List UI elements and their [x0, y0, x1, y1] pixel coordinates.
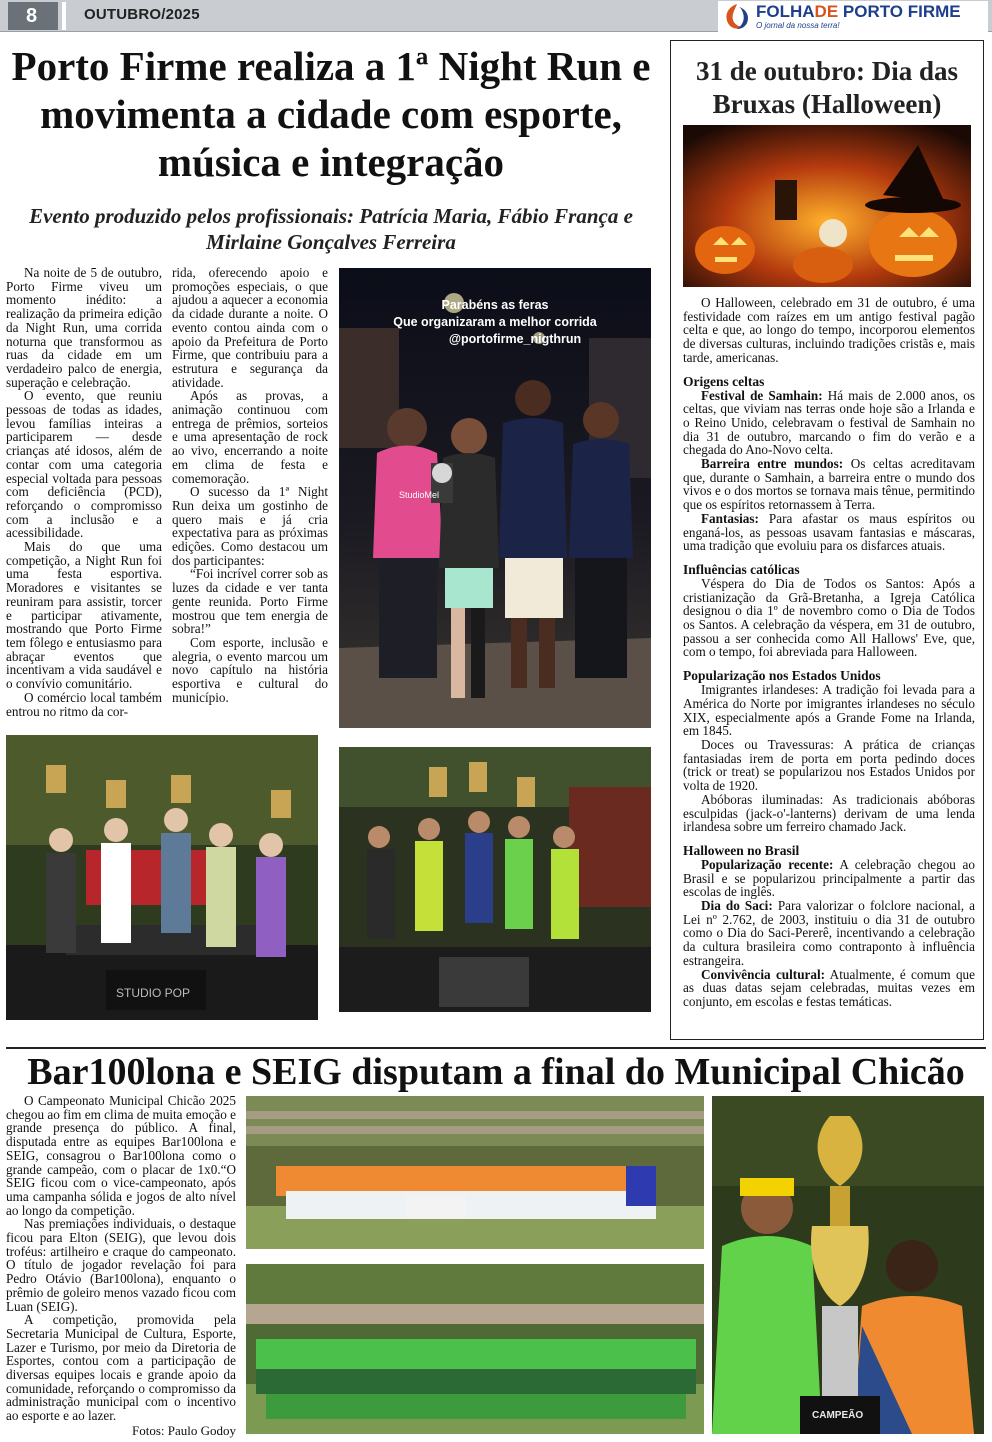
- lead-text: Barreira entre mundos:: [701, 456, 844, 472]
- paragraph: [683, 858, 975, 899]
- paragraph: [683, 968, 975, 1009]
- sidebar-intro: O Halloween, celebrado em 31 de outubro, é uma festividade com raízes em um antigo festival pagão celta e que, ao longo do tempo, incorporou elementos de diversas culturas, incluindo tradições cristãs e, mais tarde, americanas.: [683, 295, 975, 365]
- paragraph: Doces ou Travessuras: A prática de crianças fantasiadas irem de porta em porta pedindo doces (trick or treat) se popularizou nos Estados Unidos por volta de 1920.: [683, 736, 975, 794]
- body-text: Os celtas acreditavam que, durante o Samhain, a barreira entre o mundo dos vivos e o dos mortos se tornava mais tênue, permitindo que os espíritos retornassem à Terra.: [683, 456, 975, 513]
- main-headline: Porto Firme realiza a 1ª Night Run e movimenta a cidade com esporte, música e integração: [11, 43, 651, 185]
- logo-tagline: O jornal da nossa terra!: [756, 21, 840, 30]
- paragraph: [683, 512, 975, 553]
- paragraph: O evento, que reuniu pessoas de todas as idades, levou famílias inteiras a participarem — desde crianças até idosos, além de contar com uma categoria especial voltada para pessoas com deficiência (PCD), reforçando o compromisso com a inclusão e a acessibilidade.: [6, 388, 162, 541]
- article-column-2: [172, 266, 328, 705]
- logo-title-part2: DE: [814, 2, 839, 21]
- section-heading-origens: Origens celtas: [683, 373, 765, 389]
- paragraph: A competição, promovida pela Secretaria Municipal de Cultura, Esporte, Lazer e Turismo, por meio da Diretoria de Esportes, contou com a participação de diversas equipes locais e grande apoio da comunidade, reforçando o compromisso da administração municipal com o incentivo ao esporte e ao lazer.: [6, 1312, 236, 1424]
- logo-icon: [722, 3, 752, 31]
- body-text: Atualmente, é comum que as duas datas sejam celebradas, muitas vezes em conjunto, em escolas e festas temáticas.: [683, 966, 975, 1009]
- team-photo-seig: [246, 1264, 704, 1434]
- section-divider: [6, 1047, 986, 1049]
- trophy-photo: [712, 1096, 984, 1434]
- men-podium-photo: [339, 747, 651, 1012]
- body-text: Há mais de 2.000 anos, os celtas, que viviam nas terras onde hoje são a Irlanda e o Reino Unido, celebravam o festival de Samhain no dia 31 de outubro, marcando o fim do verão e a chegada do Ano-Novo celta.: [683, 387, 975, 458]
- lead-text: Popularização recente:: [701, 856, 834, 872]
- football-headline: Bar100lona e SEIG disputam a final do Municipal Chicão: [27, 1051, 965, 1093]
- body-text: A celebração chegou ao Brasil e se popularizou principalmente a partir das escolas de inglês.: [683, 856, 975, 900]
- article-column-1: [6, 266, 162, 718]
- newspaper-logo[interactable]: [718, 1, 988, 33]
- section-heading-brasil: Halloween no Brasil: [683, 842, 800, 858]
- photo-caption-handle: @portofirme_nigthrun: [448, 332, 582, 346]
- paragraph: Abóboras iluminadas: As tradicionais abóboras esculpidas (jack-o'-lanterns) derivam de uma lenda irlandesa sobre um ferreiro chamado Jack.: [683, 791, 975, 835]
- paragraph: O sucesso da 1ª Night Run deixa um gostinho de quero mais e já cria expectativa para as próximas edições. Como destacou um dos participantes:: [172, 484, 328, 568]
- paragraph: rida, oferecendo apoio e promoções especiais, o que ajudou a aquecer a economia da cidade durante a noite. O evento contou ainda com o apoio da Prefeitura de Porto Firme, que contribuiu para a estrutura e segurança da atividade.: [172, 265, 328, 390]
- paragraph: [683, 389, 975, 458]
- paragraph: O comércio local também entrou no ritmo da cor-: [6, 689, 162, 719]
- paragraph: Na noite de 5 de outubro, Porto Firme viveu um momento inédito: a realização da primeira edição da Night Run, uma corrida noturna que transformou as ruas da cidade em um verdadeiro palco de energia, superação e celebração.: [6, 265, 162, 390]
- paragraph: Imigrantes irlandeses: A tradição foi levada para a América do Norte por imigrantes irlandeses no século XIX, especialmente após a Grande Fome na Irlanda, em 1845.: [683, 682, 975, 739]
- body-text: Para afastar os maus espíritos ou enganá-los, as pessoas usavam fantasias e máscaras, uma tradição que evoluiu para os disfarces atuais.: [683, 510, 975, 554]
- trophy-banner-text: CAMPEÃO: [812, 1410, 864, 1421]
- podium-sign-text: STUDIO POP: [116, 986, 191, 1000]
- photo-caption-line1: Parabéns as feras: [441, 298, 549, 312]
- sidebar-title: 31 de outubro: Dia das Bruxas (Halloween): [695, 56, 959, 119]
- team-photo-bar100lona: [246, 1096, 704, 1249]
- paragraph: Com esporte, inclusão e alegria, o evento marcou um novo capítulo na história esportiva e cultural do município.: [172, 634, 328, 705]
- organizers-photo: [339, 268, 651, 728]
- photo-caption-line2: Que organizaram a melhor corrida: [393, 315, 597, 329]
- halloween-sidebar: [670, 40, 984, 1040]
- quote-paragraph: “Foi incrível correr sob as luzes da cidade e ver tanta gente reunida. Porto Firme mostrou que tem energia de sobra!”: [172, 566, 328, 637]
- section-heading-popularizacao: Popularização nos Estados Unidos: [683, 668, 881, 684]
- shirt-logo-text: StudioMel: [399, 490, 440, 500]
- logo-title-part1: FOLHA: [756, 2, 815, 21]
- section-heading-influencias: Influências católicas: [683, 561, 800, 577]
- paragraph: [683, 457, 975, 512]
- issue-date: OUTUBRO/2025: [84, 6, 200, 23]
- paragraph: O Campeonato Municipal Chicão 2025 chegou ao fim em clima de muita emoção e grande presença do público. A final, disputada entre as equipes Bar100lona e SEIG, consagrou o Bar100lona como o grande campeão, com o placar de 1x0.“O SEIG ficou com o vice-campeonato, após uma campanha sólida e jogos de alto nível ao longo da competição.: [6, 1093, 236, 1218]
- lead-text: Festival de Samhain:: [701, 387, 823, 403]
- paragraph: Nas premiações individuais, o destaque ficou para Elton (SEIG), que levou dois troféus: artilheiro e craque do campeonato. O título de jogador revelação foi para Pedro Otávio (Bar100lona), enquanto o prêmio de goleiro menos vazado ficou com Luan (SEIG).: [6, 1216, 236, 1314]
- paragraph: [683, 899, 975, 968]
- logo-title-part3: PORTO FIRME: [838, 2, 961, 21]
- halloween-photo: [683, 125, 971, 287]
- logo-title: [756, 2, 961, 22]
- header-divider: [62, 2, 66, 30]
- header-bar: [0, 0, 992, 32]
- sidebar-text: [683, 296, 975, 1009]
- lead-text: Convivência cultural:: [701, 966, 826, 982]
- paragraph: Mais do que uma competição, a Night Run foi uma festa esportiva. Moradores e visitantes se reuniram para assistir, torcer e participar ativamente, mostrando que Porto Firme tem fôlego e entusiasmo para abraçar eventos que incentivam a vida saudável e o convívio comunitário.: [6, 539, 162, 692]
- body-text: Para valorizar o folclore nacional, a Lei nº 2.762, de 2003, instituiu o dia 31 de outubro como o Dia do Saci-Pererê, incentivando a celebração da cultura brasileira como contraponto à influência estrangeira.: [683, 898, 975, 968]
- women-podium-photo: [6, 735, 318, 1020]
- lead-text: Dia do Saci:: [701, 898, 773, 914]
- football-article-text: [6, 1094, 236, 1423]
- photo-credit: Fotos: Paulo Godoy: [131, 1423, 236, 1438]
- paragraph: Após as provas, a animação continuou com entrega de prêmios, sorteios e uma apresentação de rock ao vivo, encerrando a noite em clima de festa e comemoração.: [172, 388, 328, 486]
- paragraph: Véspera do Dia de Todos os Santos: Após a cristianização da Grã-Bretanha, a Igreja Católica designou o dia 1º de novembro como o Dia de Todos os Santos. A celebração da véspera, em 31 de outubro, passou a ser conhecida como All Hallows' Eve, que, com o tempo, foi abreviada para Halloween.: [683, 575, 975, 660]
- page-number: 8: [8, 2, 58, 30]
- main-subheadline: Evento produzido pelos profissionais: Patrícia Maria, Fábio França e Mirlaine Gonçalves Ferreira: [29, 204, 633, 254]
- lead-text: Fantasias:: [701, 510, 759, 526]
